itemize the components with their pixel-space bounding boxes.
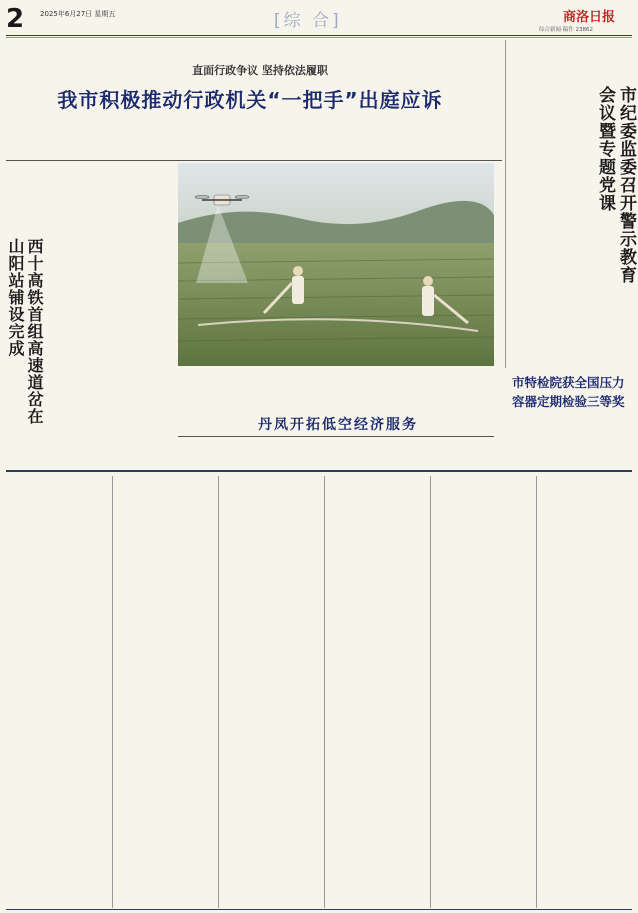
photo-drone-spraying-image — [178, 163, 494, 366]
page-header — [0, 0, 638, 40]
issue-date: 2025年6月27日 星期五 — [40, 10, 116, 18]
left-story-headline: 西十高铁首组高速道岔在山阳站铺设完成 — [6, 238, 44, 425]
lower-column-divider-3 — [324, 476, 325, 908]
main-story-body — [6, 116, 486, 162]
column-divider — [505, 40, 506, 368]
right-story-body — [510, 84, 590, 344]
right-story2-headline: 市特检院获全国压力容器定期检验三等奖 — [512, 375, 625, 409]
header-meta: 综合新闻·稿件 23862 — [539, 27, 593, 33]
header-rule — [6, 35, 632, 36]
lower-column-divider-2 — [218, 476, 219, 908]
lower-section-rule — [6, 470, 632, 472]
page-footer-rule — [6, 909, 632, 910]
photo-story-rule — [178, 436, 494, 437]
lower-column-divider-1 — [112, 476, 113, 908]
photo-story-body — [182, 440, 494, 464]
header-rule-secondary — [6, 37, 632, 38]
section-badge: [综 合] — [274, 11, 342, 31]
page-number: 2 — [6, 4, 25, 34]
section-rule — [6, 160, 502, 161]
news-photo — [178, 163, 494, 366]
lower-column-divider-5 — [536, 476, 537, 908]
right-story-headline: 市纪委监委召开警示教育会议暨专题党课 — [595, 86, 636, 284]
main-story-kicker: 直面行政争议 坚持依法履职 — [192, 64, 328, 77]
newspaper-logo: 商洛日报 — [563, 10, 616, 25]
photo-story-headline: 丹凤开拓低空经济服务 — [258, 417, 418, 433]
lower-column-divider-4 — [430, 476, 431, 908]
left-story-body — [90, 238, 174, 466]
main-story-headline: 我市积极推动行政机关“一把手”出庭应诉 — [57, 88, 443, 112]
right-story2-body — [512, 416, 630, 468]
